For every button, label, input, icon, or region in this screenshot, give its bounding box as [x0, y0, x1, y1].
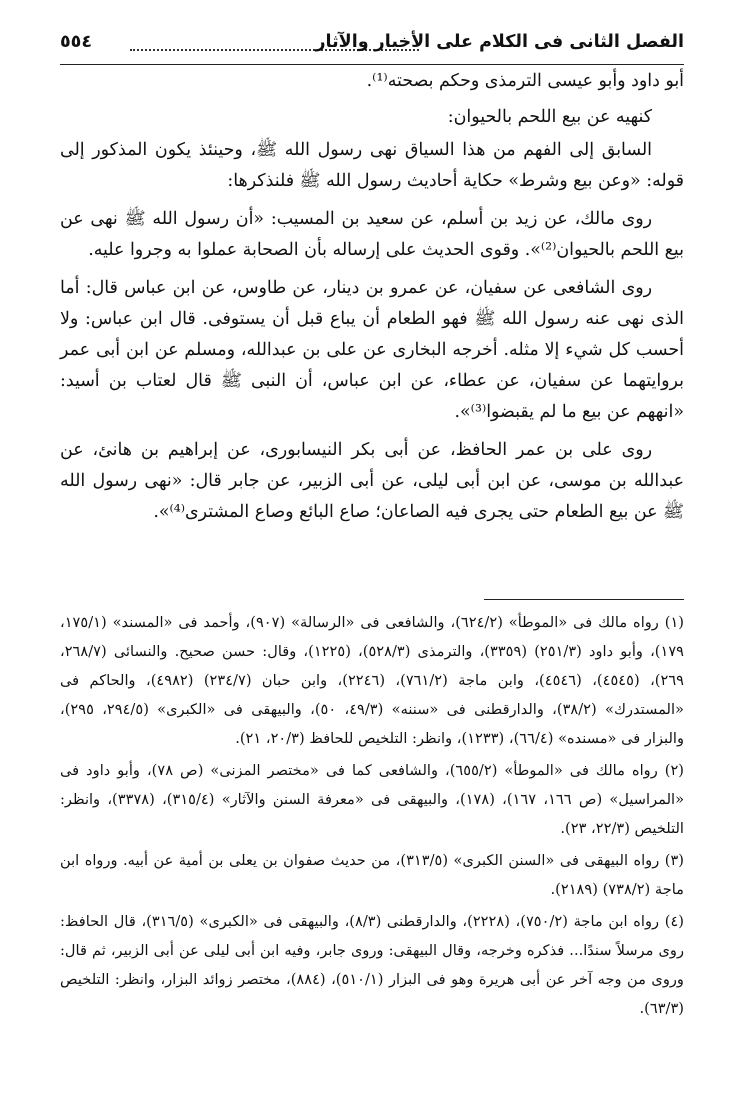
paragraph-1: السابق إلى الفهم من هذا السياق نهى رسول الله ﷺ، وحينئذ يكون المذكور إلى قوله: «وعن بيع وشرط» حكاية أحاديث رسول الله ﷺ فلنذكرها: — [60, 140, 684, 191]
footnote-2: (٢) رواه مالك فى «الموطأ» (٦٥٥/٢)، والشافعى كما فى «مختصر المزنى» (ص ٧٨)، وأبو داود فى «المراسيل» (ص ١٦٦، ١٦٧)، (١٧٨)، والبيهقى فى «معرفة السنن والآثار» (٣١٥/٤)، (٣٣٧٨)، وانظر: التلخيص (٢٢/٣، ٢٣). — [60, 762, 684, 837]
footnote-4: (٤) رواه ابن ماجة (٧٥٠/٢)، (٢٢٢٨)، والدارقطنى (٨/٣)، والبيهقى فى «الكبرى» (٣١٦/٥)، قال الحافظ: روى مرسلاً سندًا... فذكره وخرجه، وقال البيهقى: وروى جابر، وفيه ابن أبى ليلى عن أبى الزبير، ثم قال: وروى من وجه آخر عن أبى هريرة وهو فى البزار (٥١٠/١)، (٨٨٤)، مختصر زوائد البزار، وانظر: التلخيص (٦٣/٣). — [60, 913, 684, 1017]
paragraph-3: روى الشافعى عن سفيان، عن عمرو بن دينار، عن طاوس، عن ابن عباس قال: أما الذى نهى عنه رسول الله ﷺ فهو الطعام أن يباع قبل أن يستوفى. قال ابن عباس: ولا أحسب كل شيء إلا مثله. أخرجه البخارى عن على بن عبدالله، ومسلم عن ابن أبى عمر بروايتهما عن سفيان، عن عطاء، عن ابن عباس، أن النبى ﷺ قال لعتاب بن أسيد: «انههم عن بيع ما لم يقبضوا⁽³⁾». — [60, 278, 684, 422]
footnote-3: (٣) رواه البيهقى فى «السنن الكبرى» (٣١٣/٥)، من حديث صفوان بن يعلى بن أمية عن أبيه. ورواه ابن ماجة (٧٣٨/٢) (٢١٨٩). — [60, 852, 684, 898]
footnote-1: (١) رواه مالك فى «الموطأ» (٦٢٤/٢)، والشافعى فى «الرسالة» (٩٠٧)، وأحمد فى «المسند» (١٧٥/١، ١٧٩)، وأبو داود (٢٥١/٣) (٣٣٥٩)، والترمذى (٥٢٨/٣)، (١٢٢٥)، وقال: حسن صحيح. والنسائى (٢٦٨/٧، ٢٦٩)، (٤٥٤٥)، (٤٥٤٦)، وابن ماجة (٧٦١/٢)، (٢٢٤٦)، وابن حبان (٢٣٤/٧) (٤٩٨٢)، والحاكم فى «المستدرك» (٣٨/٢)، والدارقطنى فى «سننه» (٤٩/٣، ٥٠)، والبيهقى فى «الكبرى» (٢٩٤/٥، ٢٩٥)، والبزار فى «مسنده» (٦٦/٤)، (١٢٣٣)، وانظر: التلخيص للحافظ (٢٠/٣، ٢١). — [60, 614, 684, 747]
paragraph-4: روى على بن عمر الحافظ، عن أبى بكر النيسابورى، عن إبراهيم بن هانئ، عن عبدالله بن موسى، عن ابن أبى ليلى، عن أبى الزبير، عن جابر قال: «نهى رسول الله ﷺ عن بيع الطعام حتى يجرى فيه الصاعان؛ صاع البائع وصاع المشترى⁽⁴⁾». — [60, 440, 684, 522]
running-title: الفصل الثانى فى الكلام على الأخبار والآثار — [315, 32, 684, 52]
section-heading: كنهيه عن بيع اللحم بالحيوان: — [447, 107, 652, 127]
paragraph-continuation: أبو داود وأبو عيسى الترمذى وحكم بصحته⁽¹⁾. — [366, 71, 684, 91]
paragraph-2: روى مالك، عن زيد بن أسلم، عن سعيد بن المسيب: «أن رسول الله ﷺ نهى عن بيع اللحم بالحيوان⁽²⁾». وقوى الحديث على إرساله بأن الصحابة عملوا به وجروا عليه. — [60, 209, 684, 260]
footnotes — [60, 608, 684, 1026]
main-text — [60, 66, 684, 535]
footnote-separator — [484, 599, 684, 600]
page-number: ٥٥٤ — [60, 32, 93, 52]
page-header — [60, 30, 684, 65]
